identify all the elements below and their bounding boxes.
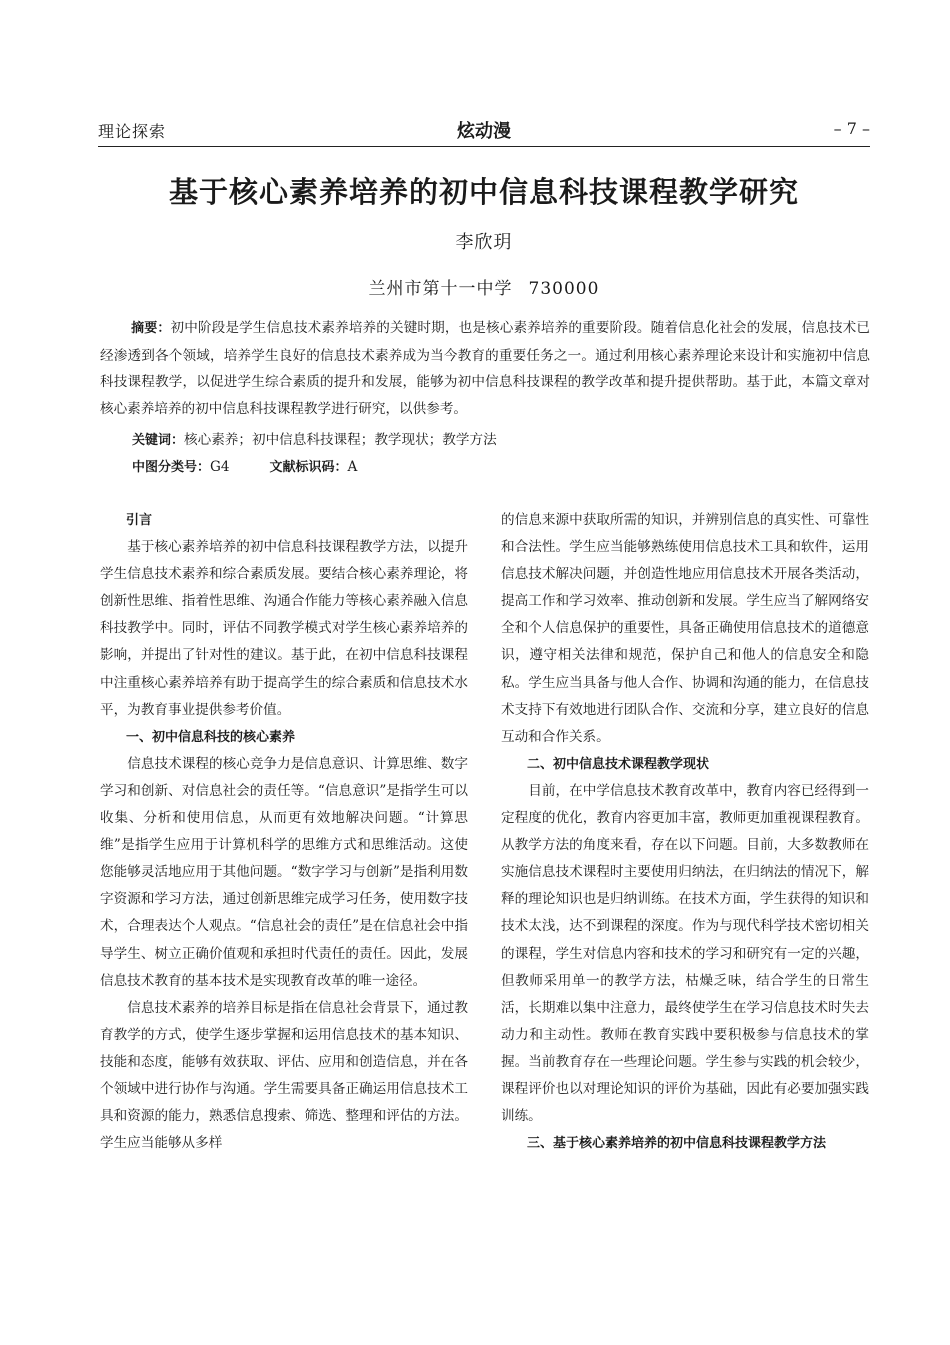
- paper-title: 基于核心素养培养的初中信息科技课程教学研究: [168, 175, 799, 209]
- paragraph: 信息技术课程的核心竞争力是信息意识、计算思维、数字学习和创新、对信息社会的责任等。“信息意识”是指学生可以收集、分析和使用信息，从而更有效地解决问题。“计算思维”是指学生应用于计算机科学的思维方式和思维活动。这使您能够灵活地应用于其他问题。“数字学习与创新”是指利用数字资源和学习方法，通过创新思维完成学习任务，使用数字技术，合理表达个人观点。“信息社会的责任”是在信息社会中指导学生、树立正确价值观和承担时代责任的责任。因此，发展信息技术教育的基本技术是实现教育改革的唯一途径。: [100, 755, 468, 989]
- abstract-text: 初中阶段是学生信息技术素养培养的关键时期，也是核心素养培养的重要阶段。随着信息化社会的发展，信息技术已经渗透到各个领域，培养学生良好的信息技术素养成为当今教育的重要任务之一。通过利用核心素养理论来设计和实施初中信息科技课程教学，以促进学生综合素质的提升和发展，能够为初中信息科技课程的教学改革和提升提供帮助。基于此，本篇文章对核心素养培养的初中信息科技课程教学进行研究，以供参考。: [100, 320, 870, 417]
- section-heading-3: 三、基于核心素养培养的初中信息科技课程教学方法: [527, 1136, 827, 1152]
- header-journal: 炫动漫: [457, 121, 511, 142]
- paragraph: 信息技术素养的培养目标是指在信息社会背景下，通过教育教学的方式，使学生逐步掌握和运用信息技术的基本知识、技能和态度，能够有效获取、评估、应用和创造信息，并在各个领域中进行协作与沟通。学生需要具备正确运用信息技术工具和资源的能力，熟悉信息搜索、筛选、整理和评估的方法。学生应当能够从多样: [100, 999, 468, 1152]
- section-heading-2: 二、初中信息技术课程教学现状: [527, 756, 710, 772]
- left-column: [100, 507, 468, 1157]
- keywords-label: 关键词：: [132, 433, 185, 448]
- paragraph: 基于核心素养培养的初中信息科技课程教学方法，以提升学生信息技术素养和综合素质发展。要结合核心素养理论，将创新性思维、指着性思维、沟通合作能力等核心素养融入信息科技教学中。同时，评估不同教学模式对学生核心素养培养的影响，并提出了针对性的建议。基于此，在初中信息科技课程中注重核心素养培养有助于提高学生的综合素质和信息技术水平，为教育事业提供参考价值。: [100, 539, 468, 718]
- affiliation-org: 兰州市第十一中学: [368, 279, 513, 299]
- right-column: [501, 507, 869, 1157]
- page-number: – 7 –: [833, 119, 870, 138]
- paragraph: 目前，在中学信息技术教育改革中，教育内容已经得到一定程度的优化，教育内容更加丰富，教师更加重视课程教育。从教学方法的角度来看，存在以下问题。目前，大多数教师在实施信息技术课程时主要使用归纳法，在归纳法的情况下，解释的理论知识也是归纳训练。在技术方面，学生获得的知识和技术太浅，达不到课程的深度。作为与现代科学技术密切相关的课程，学生对信息内容和技术的学习和研究有一定的兴趣，但教师采用单一的教学方法，枯燥乏味，结合学生的日常生活，长期难以集中注意力，最终使学生在学习信息技术时失去动力和主动性。教师在教育实践中要积极参与信息技术的掌握。当前教育存在一些理论问题。学生参与实践的机会较少，课程评价也以对理论知识的评价为基础，因此有必要加强实践训练。: [501, 782, 869, 1125]
- abstract: [100, 315, 870, 422]
- doc-code-value: A: [347, 459, 358, 475]
- header-section: 理论探索: [98, 122, 167, 141]
- affiliation: [98, 274, 870, 299]
- header-rule: [98, 146, 870, 147]
- clc-label: 中图分类号：: [132, 460, 211, 475]
- author: 李欣玥: [455, 232, 513, 253]
- abstract-label: 摘要：: [131, 321, 171, 336]
- affiliation-zip: 730000: [528, 279, 600, 299]
- clc-value: G4: [210, 459, 230, 475]
- keywords: [132, 428, 497, 448]
- section-heading-intro: 引言: [126, 513, 153, 528]
- running-header: [98, 119, 870, 143]
- paragraph-continued: 的信息来源中获取所需的知识，并辨别信息的真实性、可靠性和合法性。学生应当能够熟练使用信息技术工具和软件，运用信息技术解决问题，并创造性地应用信息技术开展各类活动，提高工作和学习效率、推动创新和发展。学生应当了解网络安全和个人信息保护的重要性，具备正确使用信息技术的道德意识，遵守相关法律和规范，保护自己和他人的信息安全和隐私。学生应当具备与他人合作、协调和沟通的能力，在信息技术支持下有效地进行团队合作、交流和分享，建立良好的信息互动和合作关系。: [501, 512, 869, 745]
- doc-code-label: 文献标识码：: [269, 460, 348, 475]
- keywords-text: 核心素养；初中信息科技课程；教学现状；教学方法: [184, 432, 497, 448]
- classification: [132, 456, 357, 475]
- section-heading-1: 一、初中信息科技的核心素养: [126, 729, 296, 745]
